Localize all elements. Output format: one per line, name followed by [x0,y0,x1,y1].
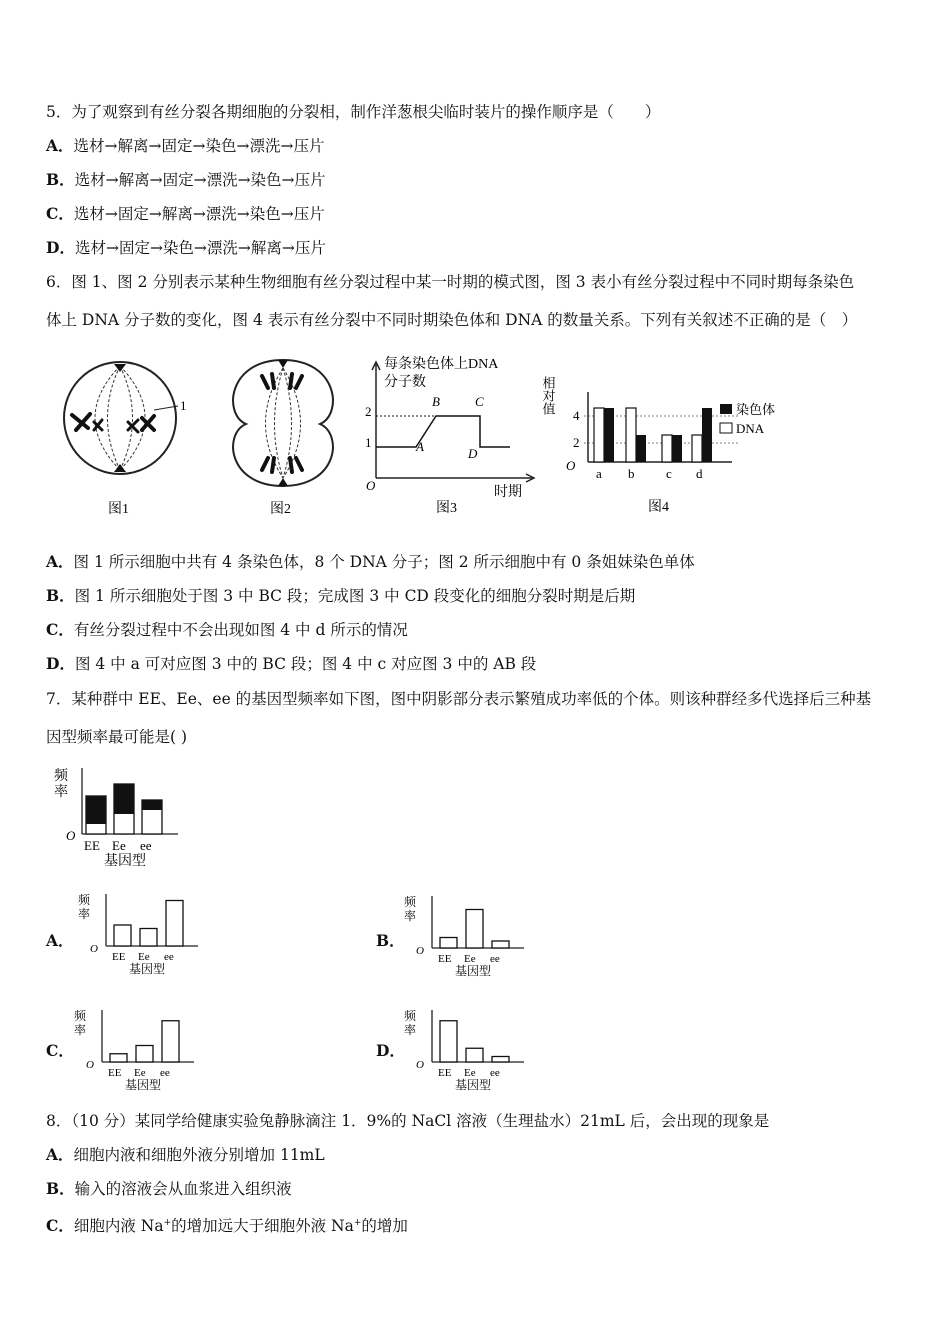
y-label-2: 率 [78,907,91,921]
figure-4-ytick-4: 4 [573,408,580,423]
figure-1 [50,360,200,520]
figure-3-ytick-2: 2 [365,404,372,419]
figure-4-caption: 图4 [648,500,669,515]
x-tick-ee: ee [164,951,174,963]
q6-option-b [46,585,635,607]
q7-main-chart [48,764,188,876]
x-label: 基因型 [455,1078,492,1092]
y-label-1: 频 [78,893,91,907]
x-tick-EE: EE [112,951,126,963]
superscript: + [353,1218,362,1228]
origin: O [90,943,98,955]
q8-option-a [46,1144,325,1166]
option-text: 图 4 中 a 可对应图 3 中的 BC 段；图 4 中 c 对应图 3 中的 AB 段 [74,655,537,673]
x-tick-EE: EE [84,838,100,853]
option-text: 选材→固定→解离→漂洗→染色→压片 [73,205,325,223]
figure-3-origin: O [366,478,376,493]
figure-3-ytick-1: 1 [365,435,372,450]
option-text-pre: 细胞内液 Na [73,1217,164,1236]
figure-3-point-a: A [416,439,424,454]
x-tick-ee: ee [490,953,500,965]
option-text: 输入的溶液会从血浆进入组织液 [74,1180,292,1198]
figure-3-xlabel: 时期 [494,485,522,500]
q7-option-b-label: B． [376,931,405,950]
q7-option-a-label: A． [46,931,74,950]
legend-chromosome: 染色体 [736,402,776,417]
x-tick-ee: ee [160,1067,170,1079]
option-text: 选材→解离→固定→染色→漂洗→压片 [73,137,325,155]
option-label: D． [46,238,75,257]
bar-EE [440,938,457,949]
origin: O [86,1059,94,1071]
bar-Ee [136,1046,153,1063]
option-label: B． [46,170,75,189]
option-text: 选材→固定→染色→漂洗→解离→压片 [74,239,326,257]
q7-stem-line1: 7．某种群中 EE、Ee、ee 的基因型频率如下图，图中阴影部分表示繁殖成功率低的个体。则该种群经多代选择后三种基 [46,690,872,708]
figure-4-origin: O [566,458,576,473]
q7-option-d-label: D． [376,1041,405,1060]
q7-option-c-label: C． [46,1041,74,1060]
figure-3-chart [360,350,540,520]
bar-dna-d [692,435,702,462]
bar-dna-b [626,408,636,462]
bar-chromosome-a [604,408,614,462]
x-label: 基因型 [455,964,492,978]
y-label-2: 率 [404,1023,417,1037]
figure-3-caption: 图3 [436,501,457,516]
option-label: D． [46,654,75,673]
x-tick-Ee: Ee [464,953,476,965]
bar-ee [166,901,183,947]
x-tick-Ee: Ee [464,1067,476,1079]
q6-stem-line2: 体上 DNA 分子数的变化，图 4 表示有丝分裂中不同时期染色体和 DNA 的数量关系。下列有关叙述不正确的是（ ） [46,311,858,329]
bar-EE [440,1021,457,1062]
x-label: 基因型 [125,1078,162,1092]
q5-option-a [46,135,324,157]
figure-1-caption: 图1 [108,502,129,517]
q5-option-b [46,169,326,191]
y-label-2: 率 [404,909,417,923]
figure-3-series-line [376,416,510,447]
y-label-1: 频 [404,1009,417,1023]
figure-1-drawing [50,360,200,520]
bar-chromosome-b [636,435,646,462]
x-tick-EE: EE [438,953,452,965]
figure-3-point-b: B [432,394,440,409]
bar-shaded-EE [86,796,106,824]
bar-ee [492,941,509,948]
q7-option-d-chart [404,1004,534,1096]
y-label-2: 率 [74,1023,87,1037]
bar-chromosome-d [702,408,712,462]
bar-dna-a [594,408,604,462]
bar-shaded-Ee [114,784,134,814]
bar-Ee [466,910,483,949]
figure-3 [360,350,540,520]
superscript: + [163,1218,172,1228]
x-tick-Ee: Ee [138,951,150,963]
figure-1-label: 1 [180,398,187,413]
origin: O [66,828,76,843]
x-tick-ee: ee [490,1067,500,1079]
q5-stem: 5．为了观察到有丝分裂各期细胞的分裂相，制作洋葱根尖临时装片的操作顺序是（ ） [46,103,661,121]
q7-option-b-chart [404,890,534,982]
bar-shaded-ee [142,800,162,810]
option-label: C． [46,204,74,223]
figure-3-point-d: D [468,446,478,461]
q7-stem-line2: 因型频率最可能是( ) [46,728,188,746]
q6-option-d [46,653,536,675]
figure-4-xtick-b: b [628,466,635,481]
option-text: 图 1 所示细胞中共有 4 条染色体，8 个 DNA 分子；图 2 所示细胞中有 0 条姐妹染色单体 [73,553,695,571]
figure-2-caption: 图2 [270,502,291,517]
x-tick-EE: EE [438,1067,452,1079]
figure-2 [218,354,348,520]
q8-option-b [46,1178,292,1200]
x-tick-Ee: Ee [134,1067,146,1079]
x-tick-Ee: Ee [112,838,126,853]
figure-3-point-c: C [475,394,484,409]
option-text: 选材→解离→固定→漂洗→染色→压片 [74,171,326,189]
option-text: 细胞内液和细胞外液分别增加 11mL [73,1146,325,1164]
legend-swatch-dna [720,423,732,433]
legend-dna: DNA [736,421,765,436]
bar-dna-c [662,435,672,462]
q6-option-c [46,619,408,641]
option-label: C． [46,1216,74,1236]
option-label: A． [46,136,74,155]
figure-4-chart [538,362,808,520]
option-label: A． [46,552,74,571]
option-text: 有丝分裂过程中不会出现如图 4 中 d 所示的情况 [73,621,408,639]
option-label: A． [46,1145,74,1164]
bar-EE [110,1054,127,1062]
bar-EE [114,925,131,946]
bar-ee [162,1021,179,1062]
figure-4-xtick-a: a [596,466,602,481]
origin: O [416,945,424,957]
bar-ee [492,1057,509,1063]
x-label: 基因型 [129,962,166,976]
legend-swatch-chromosome [720,404,732,414]
q8-stem: 8．（10 分）某同学给健康实验兔静脉滴注 1．9%的 NaCl 溶液（生理盐水）21mL 后，会出现的现象是 [46,1112,770,1130]
q7-option-a-chart [78,888,208,980]
x-label: 基因型 [104,854,146,869]
option-text-mid: 的增加远大于细胞外液 Na [171,1217,354,1236]
q6-option-a [46,551,695,573]
x-tick-EE: EE [108,1067,122,1079]
bar-Ee [466,1048,483,1062]
option-label: C． [46,620,74,639]
x-tick-ee: ee [140,838,152,853]
option-text-post: 的增加 [361,1217,408,1236]
figure-4-xtick-d: d [696,466,703,481]
q8-option-c [46,1212,408,1237]
y-label-1: 频 [74,1009,87,1023]
figure-2-drawing [218,354,348,520]
bar-Ee [140,929,157,947]
y-label-1: 频 [404,895,417,909]
bar-chromosome-c [672,435,682,462]
figure-4-xtick-c: c [666,466,672,481]
option-label: B． [46,586,75,605]
q6-stem-line1: 6．图 1、图 2 分别表示某种生物细胞有丝分裂过程中某一时期的模式图，图 3 表小有丝分裂过程中不同时期每条染色 [46,273,855,291]
option-label: B． [46,1179,75,1198]
figure-4-ytick-2: 2 [573,435,580,450]
q5-option-c [46,203,325,225]
q7-option-c-chart [74,1004,204,1096]
q5-option-d [46,237,326,259]
figure-4 [538,362,808,520]
option-text: 图 1 所示细胞处于图 3 中 BC 段；完成图 3 中 CD 段变化的细胞分裂时期是后期 [74,587,636,605]
figure-3-ylabel-line1: 每条染色体上DNA [384,357,499,372]
y-label-2: 率 [54,785,68,800]
origin: O [416,1059,424,1071]
figure-4-ylabel: 相对值 [540,376,556,415]
y-label-1: 频 [54,769,68,784]
figure-3-ylabel-line2: 分子数 [384,375,426,390]
